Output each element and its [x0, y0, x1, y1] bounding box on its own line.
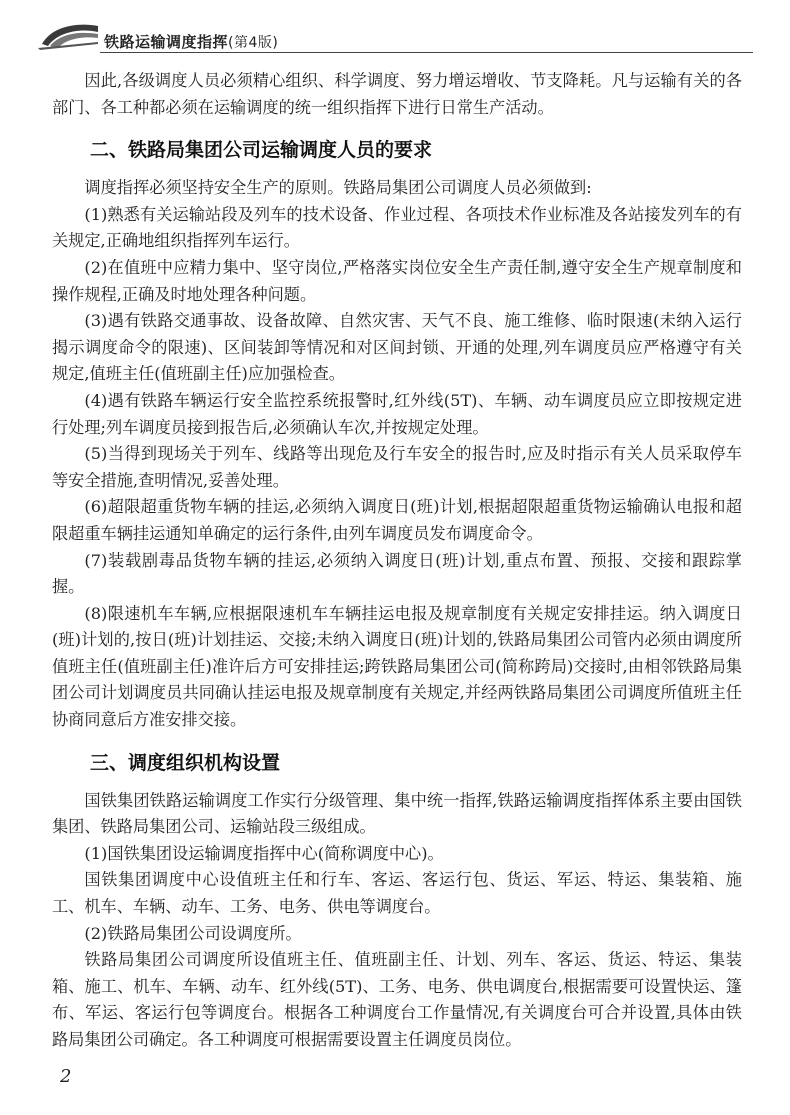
book-title: 铁路运输调度指挥	[104, 33, 229, 51]
page-number: 2	[60, 1066, 72, 1087]
paragraph: (6)超限超重货物车辆的挂运,必须纳入调度日(班)计划,根据超限超重货物运输确认电报和超限超重车辆挂运通知单确定的运行条件,由列车调度员发布调度命令。	[52, 497, 742, 543]
header-rule	[100, 52, 753, 53]
paragraph: (4)遇有铁路车辆运行安全监控系统报警时,红外线(5T)、车辆、动车调度员应立即按规定进行处理;列车调度员接到报告后,必须确认车次,并按规定处理。	[52, 390, 742, 437]
paragraph: 国铁集团调度中心设值班主任和行车、客运、客运行包、货运、军运、特运、集装箱、施工、机车、车辆、动车、工务、电务、供电等调度台。	[52, 870, 742, 917]
body-text	[52, 68, 742, 1054]
paragraph: (8)限速机车车辆,应根据限速机车车辆挂运电报及规章制度有关规定安排挂运。纳入调度日(班)计划的,按日(班)计划挂运、交接;未纳入调度日(班)计划的,铁路局集团公司管内必须由调度所值班主任(值班副主任)准许后方可安排挂运;跨铁路局集团公司(简称跨局)交接时,由相邻铁路局集团公司计划调度员共同确认挂运电报及规章制度有关规定,并经两铁路局集团公司调度所值班主任协商同意后方准安排交接。	[52, 603, 742, 730]
section-heading: 二、铁路局集团公司运输调度人员的要求	[90, 139, 433, 162]
paragraph: (1)熟悉有关运输站段及列车的技术设备、作业过程、各项技术作业标准及各站接发列车的有关规定,正确地组织指挥列车运行。	[52, 204, 742, 251]
paragraph: 铁路局集团公司调度所设值班主任、值班副主任、计划、列车、客运、货运、特运、集装箱、施工、机车、车辆、动车、红外线(5T)、工务、电务、供电调度台,根据需要可设置快运、篷布、军运、客运行包等调度台。根据各工种调度台工作量情况,有关调度台可合并设置,具体由铁路局集团公司确定。各工种调度可根据需要设置主任调度员岗位。	[52, 950, 742, 1049]
paragraph: (3)遇有铁路交通事故、设备故障、自然灾害、天气不良、施工维修、临时限速(未纳入运行揭示调度命令的限速)、区间装卸等情况和对区间封锁、开通的处理,列车调度员应严格遵守有关规定,值班主任(值班副主任)应加强检查。	[52, 311, 742, 384]
running-header	[38, 14, 753, 54]
paragraph: (7)装载剧毒品货物车辆的挂运,必须纳入调度日(班)计划,重点布置、预报、交接和跟踪掌握。	[52, 550, 742, 597]
header-title	[104, 31, 278, 52]
paragraph: (1)国铁集团设运输调度指挥中心(简称调度中心)。	[84, 843, 444, 863]
paragraph: (2)在值班中应精力集中、坚守岗位,严格落实岗位安全生产责任制,遵守安全生产规章制度和操作规程,正确及时地处理各种问题。	[52, 257, 742, 304]
paragraph: 国铁集团铁路运输调度工作实行分级管理、集中统一指挥,铁路运输调度指挥体系主要由国铁集团、铁路局集团公司、运输站段三级组成。	[52, 790, 742, 837]
edition-label: (第4版)	[228, 35, 279, 51]
paragraph: 因此,各级调度人员必须精心组织、科学调度、努力增运增收、节支降耗。凡与运输有关的各部门、各工种都必须在运输调度的统一组织指挥下进行日常生产活动。	[52, 71, 742, 117]
train-logo-icon	[38, 20, 100, 50]
section-heading: 三、调度组织机构设置	[90, 751, 281, 774]
paragraph: (2)铁路局集团公司设调度所。	[84, 923, 302, 943]
paragraph: (5)当得到现场关于列车、线路等出现危及行车安全的报告时,应及时指示有关人员采取停车等安全措施,查明情况,妥善处理。	[52, 444, 742, 490]
paragraph: 调度指挥必须坚持安全生产的原则。铁路局集团公司调度人员必须做到:	[84, 178, 592, 198]
